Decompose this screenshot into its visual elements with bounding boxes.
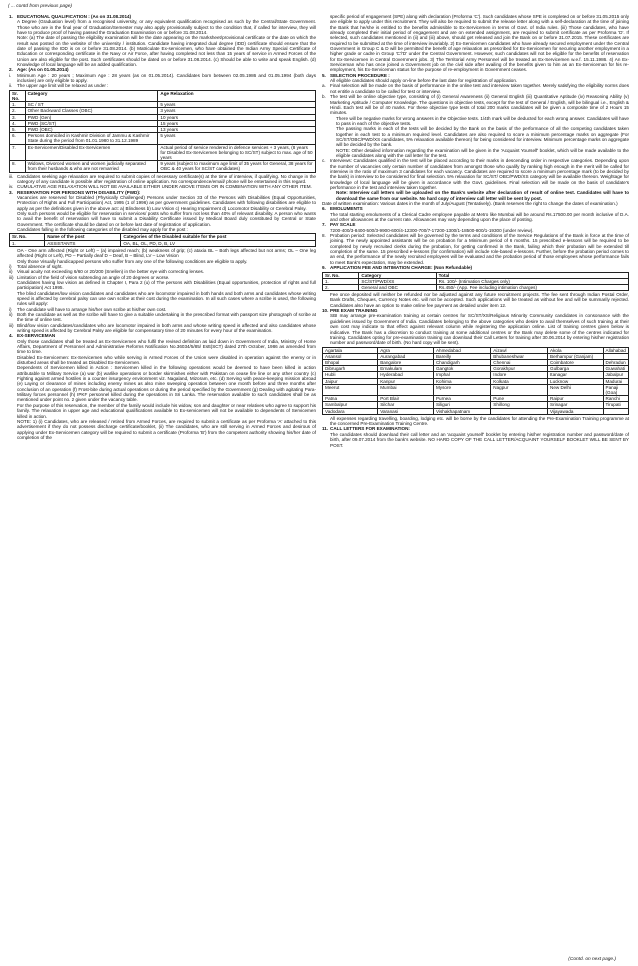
table-cell: General and OBC xyxy=(359,284,436,290)
paragraph: Fee once deposited will neither be refunded nor be adjusted against any future recruitment projects. The fee sent through Indian Postal Order, Bank Drafts, Cheques, Currency Notes etc. will not be accepted. Such applications will be treated as without fee and will be summarily rejected. Candidates also have an option to make online fee payment as detailed under item 12. xyxy=(330,292,629,308)
table-cell: Lucknow xyxy=(548,378,604,384)
item-number: 3. xyxy=(9,189,13,195)
table-cell: Rs. 100/- (Intimation Charges only) xyxy=(436,278,628,284)
item-number: 9. xyxy=(322,265,326,271)
pwd-table xyxy=(9,233,316,246)
item-number: iv. xyxy=(9,184,14,190)
age-table xyxy=(9,90,316,173)
item-text: The candidate will have to arrange his/her own scribe at his/her own cost. xyxy=(17,306,167,312)
table-cell: SC / ST xyxy=(25,102,158,108)
paragraph: NOTE: 1) (i) Candidates, who are released / retired from Armed Forces, are required to submit a certificate as per Proforma 'A' attached to this advertisement if they do not possess discharge certificate/booklet, (ii) The candidates, who are still serving in Armed Forces and desirous of applying under Ex-Servicemen category will be required to submit a certificate (Proforma 'B') from the competent authority showing his/her date of completion of the xyxy=(17,418,316,440)
item-text: PAY SCALE xyxy=(330,222,356,228)
list-item xyxy=(9,312,316,323)
item-text: The test will be online objective type, consisting of (i) General Awareness (ii) General English (iii) Quantitative Aptitude (iv) Reasoning Ability (v) Marketing Aptitude / Computer Knowledge. The questions in objective tests, except for the test of General / English, will be bilingual i.e., English & Hindi. Each test will be of 40 marks. For these objective type tests of total 200 marks candidates will be given a composite time of 2 Hours 15 minutes. xyxy=(330,94,629,116)
table-header-cell: Category xyxy=(359,272,436,278)
table-cell: Aurangabad xyxy=(378,353,434,359)
table-cell: 10 years xyxy=(158,114,316,120)
table-cell: Allahabad xyxy=(603,347,628,353)
item-number: 7. xyxy=(322,222,326,228)
table-cell: Chennai xyxy=(491,359,548,365)
item-text: APPLICATION FEE AND INTIMATION CHARGE: (Non Refundable) xyxy=(330,265,473,271)
paragraph: Only those Visually handicapped persons who suffer from any one of the following conditions are eligible to apply. xyxy=(17,258,248,264)
item-number: 2. xyxy=(9,67,13,73)
table-cell: 6. xyxy=(10,133,26,144)
list-item xyxy=(9,83,316,88)
paragraph: Vacancies are reserved for Disabled (Physically Challenged) Persons under Section 33 of the Persons with Disabilities (Equal Opportunities, Protection of Rights and Full Participation) Act, 1995 (1 of 1996) as per government guidelines. Candidates with following disabilities are eligible to apply as per the definitions given in the above act: a) Blindness b) Low Vision c) Hearing Impairment d) Locomotor Disability or Cerebral Palsy. xyxy=(17,195,316,211)
table-cell: 2. xyxy=(10,108,26,114)
table-cell: Bhopal xyxy=(323,359,378,365)
item-text: SELECTION PROCEDURE : xyxy=(330,72,390,78)
item-number: 10. xyxy=(322,308,329,314)
item-text: EX-SERVICEMAN xyxy=(17,333,56,339)
table-cell: Kolkata xyxy=(491,378,548,384)
table-cell: 3 years xyxy=(158,108,316,114)
table-cell: Varanasi xyxy=(378,408,434,414)
paragraph: For the purpose of this reservation, the member of the family would include his widow, son and daughter or near relatives who agree to support his family. The relaxation in upper age and educational qualifications available to Ex-servicemen will not be available to dependents of Servicemen killed in action. xyxy=(17,402,316,419)
table-cell: OA, BL, OL, PD, D, B, LV xyxy=(121,240,316,246)
fee-table xyxy=(322,272,629,292)
table-cell: PWD (OBC) xyxy=(25,127,158,133)
list-item xyxy=(9,174,316,185)
table-cell: Hyderabad xyxy=(378,372,434,378)
table-cell: Vadodara xyxy=(323,408,378,414)
table-cell: Mysore xyxy=(433,384,490,395)
table-cell: PWD (Gen) xyxy=(25,114,158,120)
item-text: EDUCATIONAL QUALIFICATION : (As on 31.08.2014) xyxy=(17,14,132,19)
item-number: i) xyxy=(9,306,12,312)
paragraph: Date of written examination: Various dates in the month of July/August (Tentatively). (Bank reserves the right to change the dates of examination.) xyxy=(322,201,618,207)
table-cell: 7. xyxy=(10,144,26,161)
item-number: iii) xyxy=(9,322,14,328)
table-cell: Ranchi xyxy=(603,396,628,402)
table-cell: Srinagar xyxy=(548,402,604,408)
table-cell: Indore xyxy=(491,372,548,378)
paragraph: Note: Interview call letters will be uploaded on the Bank's website after declaration of result of online test. Candidates will have to download the same from our website. No hard copy of interview call letter will be sent by post. xyxy=(336,190,629,201)
table-cell: 8. xyxy=(10,161,26,172)
continued-note: ( ... contd from previous page) xyxy=(8,4,72,9)
table-cell: Gulbarga xyxy=(548,366,604,372)
table-cell: Kanpur xyxy=(378,378,434,384)
table-cell: Gangtok xyxy=(433,366,490,372)
table-row xyxy=(10,144,316,161)
item-number: 6. xyxy=(322,206,326,212)
item-text: RESERVATION FOR PERSONS WITH DISABILITY (PWD): xyxy=(17,189,141,195)
item-text: Final selection will be made on the basis of performance in the online test and interview taken together. Merely satisfying the eligibility norms does not entitle a candidate to be called for test or interview. xyxy=(330,83,629,94)
item-text: Candidates seeking age relaxation are required to submit copies of necessary certificate(s) at the time of interview, if qualifying. No change in the category of any candidate is possible after registration of online application. No correspondence/email/ phone will be entertained in this regard. xyxy=(17,173,316,184)
table-cell: PWD (SC/ST) xyxy=(25,120,158,126)
table-cell: Ernakulam xyxy=(378,366,434,372)
table-cell: Siliguri xyxy=(433,402,490,408)
table-cell: Shillong xyxy=(491,402,548,408)
table-cell: Panaji (Goa) xyxy=(603,384,628,395)
table-cell xyxy=(491,408,548,414)
item-number: a. xyxy=(322,83,326,89)
item-number: 11. xyxy=(322,426,329,432)
paragraph: Candidates having low vision as defined in Chapter I, Para 2 (u) of The persons with Disabilities (Equal opportunities, protection of rights and full participation) Act 1995. xyxy=(17,279,316,291)
table-cell: Vijayawada xyxy=(548,408,604,414)
table-cell: 15 years xyxy=(158,120,316,126)
paragraph: NOTE: Other detailed information regarding the examination will be given in the 'Acquaint Yourself' booklet, which will be made available to the eligible candidates along with the call letter for the test. xyxy=(336,147,629,158)
paragraph: The total starting emoluments of a Clerical Cadre employee payable at Metro like Mumbai will be around Rs.17500.00 per month inclusive of D.A. and other allowances at the current rate. Allowances may vary depending upon the place of posting. xyxy=(330,211,629,223)
table-row xyxy=(323,384,629,395)
table-cell: Dibrugarh xyxy=(323,366,378,372)
table-header-cell: Sr. No. xyxy=(10,90,26,101)
table-cell: 9 years (subject to maximum age limit of 35 years for General, 38 years for OBC & 40 years for SC/ST candidates) xyxy=(158,161,316,172)
paragraph: Disabled Ex-Servicemen: Ex-Servicemen who while serving in Armed Forces of the Union were disabled in operation against the enemy or in disturbed areas shall be treated as Disabled Ex-Servicemen. xyxy=(17,354,316,366)
paragraph: All eligible candidates should apply on-line before the last date for registration of application. xyxy=(330,78,518,84)
item-text: Interviews: Candidates qualified in the test will be placed according to their marks in descending order in respective categories. Depending upon the number of vacancies only certain number of candidates from amongst those who qualify by ranking high enough in the merit will be called for interview in the ratio of maximum 3 candidates for each vacancy. Candidates are required to score a minimum percentage mark (to be decided by the bank) in interview to be considered for final selection. 5% relaxation for SC/ST/ OBC/PWD/XS category will be available thereon. Weightage for knowledge of local language will be given in accordance with the Govt. guidelines. Final selection will be made on the basis of candidate's performance in the test and interview taken together. xyxy=(330,158,629,190)
paragraph: The candidates should download their call letter and an 'acquaint yourself' booklet by entering his/her registration number and password/date of birth, after 09.07.2014 from the bank's website. NO HARD COPY OF THE CALL LETTER/ACQUAINT YOURSELF BOOKLET WILL BE SENT BY POST. xyxy=(330,431,629,448)
table-cell: Jaipur xyxy=(323,378,378,384)
section-heading xyxy=(322,265,629,270)
item-number: ii. xyxy=(9,83,13,89)
table-cell: Actual period of service rendered in defence services + 3 years, (8 years for Disabled Ex-Servicemen belonging to SC/ST) subject to max. age of 50 years xyxy=(158,144,316,161)
item-number: i. xyxy=(9,72,12,78)
item-number: b. xyxy=(322,94,326,100)
table-cell: Other Backward Classes (OBC) xyxy=(25,108,158,114)
item-text: EMOLUMENTS xyxy=(330,206,363,212)
item-number: 5. xyxy=(322,72,326,78)
table-cell: Purnea xyxy=(433,396,490,402)
paragraph: A Degree (Graduation level) from a recognised university, or any equivalent qualification recognised as such by the Central/State Government. Those who are in the final year of Graduation/Semester may also apply provisionally subject to the condition that, if called for interview, they will have to produce proof of having passed the Graduation Examination on or before 31.08.2014. xyxy=(17,19,316,36)
item-number: iii) xyxy=(9,274,14,280)
table-cell: Agartala xyxy=(323,347,378,353)
table-row xyxy=(10,133,316,144)
section-heading xyxy=(9,333,316,338)
list-item xyxy=(322,233,629,265)
item-number: iii. xyxy=(9,173,14,179)
table-header-row xyxy=(10,90,316,101)
table-cell: Pune xyxy=(491,396,548,402)
item-number: 4. xyxy=(9,333,13,339)
table-cell: Madurai xyxy=(603,378,628,384)
table-cell: Guwahati xyxy=(603,366,628,372)
table-cell: Akola xyxy=(548,347,604,353)
table-cell: Patna xyxy=(323,396,378,402)
table-cell: Persons domiciled in Kashmir Division of Jammu & Kashmir State during the period from 01.01.1980 to 31.12.1989 xyxy=(25,133,158,144)
table-cell: Hubli xyxy=(323,372,378,378)
table-row xyxy=(10,161,316,172)
table-cell: 4. xyxy=(10,120,26,126)
list-item xyxy=(322,83,629,94)
item-number: c. xyxy=(322,158,326,164)
list-item xyxy=(322,94,629,115)
table-cell: 1. xyxy=(323,278,359,284)
table-header-cell: Total xyxy=(436,272,628,278)
paragraph: Only those candidates shall be treated as Ex-Servicemen who fulfil the revised definition as laid down in Government of India, Ministry of Home Affairs, Department of Personnel and Administrative Reforms Notification No.36034/5/85/ Estt(SCT) dated 27th October, 1986 as amended from time to time. xyxy=(17,338,316,355)
paragraph: OA - One arm affected (Right or Left) – (a) impaired reach; (b) weakness of grip; (c) ataxia BL – Both legs affected but not arms; OL – One leg affected (Right or Left), PD – Partially deaf D – Deaf, B – Blind, LV – Low Vision xyxy=(17,247,316,259)
table-cell: Vishakhapatnam xyxy=(433,408,490,414)
paragraph: There will be negative marks for wrong answers in the Objective tests. 1/4th mark will be deducted for each wrong answer. Candidates will have to pass in each of the objective tests. xyxy=(336,115,629,126)
table-cell: 5 years xyxy=(158,102,316,108)
paragraph: 7200-400/3-8400-500/3-9900-600/4-12300-700/7-17200-1300/1-18500-800/1-19300 (under review). xyxy=(330,227,534,233)
item-text: The upper age limit will be relaxed as under : xyxy=(17,83,109,89)
table-cell: 13 years xyxy=(158,127,316,133)
centres-table xyxy=(322,347,629,415)
paragraph: The passing marks in each of the tests will be decided by the Bank on the basis of the performance of all the competing candidates taken together in each test to a minimum required level. Candidates are also required to score a minimum percentage marks on aggregate (For SC/ST/OBC/PWD/XS candidates, 5% relaxation available thereon) for being considered for interview. Minimum percentage marks on aggregate will be decided by the bank. xyxy=(336,126,629,148)
table-cell: Agra xyxy=(378,347,434,353)
table-cell: 1. xyxy=(10,240,45,246)
item-text: Total absence of sight. xyxy=(17,263,63,269)
continued-on-next-note: (Contd. on next page.) xyxy=(568,956,616,962)
table-cell: 3. xyxy=(10,114,26,120)
item-text: PRE EXAM TRAINING xyxy=(330,308,378,314)
table-cell: Silchar xyxy=(378,402,434,408)
table-cell: Asansol xyxy=(323,353,378,359)
table-header-cell: Sr. No. xyxy=(10,234,45,240)
table-header-cell: Age Relaxation xyxy=(158,90,316,101)
item-number: 1. xyxy=(9,14,13,19)
table-cell: New Delhi xyxy=(548,384,604,395)
table-cell: 2. xyxy=(323,284,359,290)
table-cell: Meerut xyxy=(323,384,378,395)
item-text: CALL LETTERS FOR EXAMINATION: xyxy=(330,426,410,432)
table-cell: SC/ST/PWD/XS xyxy=(359,278,436,284)
table-cell: 1. xyxy=(10,102,26,108)
table-cell: Gorakhpur xyxy=(491,366,548,372)
table-cell xyxy=(603,408,628,414)
table-cell: Imphal xyxy=(433,372,490,378)
table-header-cell: Categories of the Disabled suitable for the post xyxy=(121,234,316,240)
table-cell: Sambalpur xyxy=(323,402,378,408)
table-row xyxy=(323,408,629,414)
table-row xyxy=(10,240,316,246)
paragraph: Dependents of Servicemen killed in Action : Servicemen killed in the following operations would be deemed to have been killed in action attributable to Military Service (a) war (b) warlike operations or border skirmishes either with Pakistan on cease fire line or any other country (c) Fighting against armed hostiles in a counter insurgency environment viz. Nagaland, Mizoram, etc. (d) Serving with peace-keeping mission abroad (e) Laying or clearance of mines including enemy mines as also mine sweeping operation between one month before and three months after conclusion of an operation (f) Frost-bite during actual operations or during the period specified by the Government (g) Dealing with agitating Para-Military forces personnel (h) IPKF personnel killed during the operations in Sri Lanka. The reservation available to such candidates shall be as mentioned under point no. 2 given under the vacancy table. xyxy=(17,365,316,403)
table-cell: Ex-Servicemen/Disabled Ex-Servicemen xyxy=(25,144,158,161)
table-cell: Tirupati xyxy=(603,402,628,408)
right-column xyxy=(322,14,629,448)
table-cell: Berhampur (Ganjam) xyxy=(548,353,604,359)
table-header-cell: Category xyxy=(25,90,158,101)
paragraph: Note: (a) The date of passing the eligibility examination will be the date appearing on the marksheet/provisional certificate or the date on which the result was posted on the website of the university / institution. Candidate having integrated dual degree (IDD) certificate should ensure that the date of passing the IDD is on or before 31.08.2014. (b) Matriculate Ex-servicemen, who have obtained the Indian Army Special Certificate of Education or corresponding certificate in the Navy or Air Force, after having completed not less than 15 years of service in Armed Forces of the Union are also eligible for the post. Such certificates should be dated on or before 31.08.2014. (c) Should be able to write and speak English. (d) Knowledge of local language will be an added qualification. xyxy=(17,35,316,68)
item-text: Visual acuity not exceeding 6/60 or 20/200 (Snellen) in the better eye with correcting lenses. xyxy=(17,269,205,275)
section-heading xyxy=(322,206,629,211)
paragraph: Only such persons would be eligible for reservation in services/ posts who suffer from not less than 40% of relevant disability. A person who wants to avail the benefit of reservation will have to submit a Disability Certificate issued by Medical Board duly constituted by Central or State Government. The certificate should be dated on or before last date of registration of application. xyxy=(17,211,316,227)
table-cell: Bareilly xyxy=(433,353,490,359)
table-cell: Itanagar xyxy=(548,372,604,378)
list-item xyxy=(322,158,629,190)
paragraph: specific period of engagement (SPE) along with declaration (Proforma 'C'). Such candidates whose SPE is completed on or before 31.05.2015 only are eligible to apply under this recruitment. They will also be required to submit the release letter along with a self-declaration at the time of joining the Bank that he/she is entitled to the benefits admissible to Ex-Servicemen in terms of Govt. of India rules. (iii) Those candidates, who have already completed their initial period of engagement and are on extended assignment, are required to submit certificate as per Proforma 'D'. If selected, such candidates mentioned in (ii) and (iii) above, should get released and join the Bank on or before 31.07.2015. These certificates are required to be submitted at the time of interview invariably. 2) Ex-Servicemen candidates who have already secured employment under the Central Government in Group C & D will be permitted the benefit of age relaxation as prescribed for Ex-Servicemen for securing another employment in a higher grade or cadre in Group 'C'/'D' under the Central Government. However, such candidates will not be eligible for the benefits of reservation for Ex-Servicemen in Central Government jobs. 3) The Territorial Army Personnel will be treated as Ex-Servicemen w.e.f. 15.11.1986. 4) An Ex-Serviceman who has once joined a Government job on the civil side after availing of the benefits given to him as an Ex-Serviceman for his re-employment, his Ex-Serviceman status for the purpose of re-employment in Government ceases. xyxy=(330,14,629,73)
item-number: 8. xyxy=(322,233,326,239)
item-text: Age: (As on 01.05.2014) xyxy=(17,67,69,73)
table-cell: 5 years xyxy=(158,133,316,144)
item-text: Probation period: Selected candidates will be governed by the terms and conditions of the Service Regulations of the Bank in force at the time of joining. The newly appointed assistants will be on probation for a Minimum period of 6 months. 15 prescribed e-lessons will be required to be completed by newly recruited clerks during the probation, for getting confirmed in the Bank, failing which their probation will be extended till completion of the same. 15 prescribed e-lessons (for confirmation) will include role-based e-lessons. Further, before the probation period comes to an end, the performance of the newly recruited employees will be evaluated and the probation period of those employees whose performance fails to meet Bank's expectation, may be extended. xyxy=(330,233,629,265)
table-cell: Chandigarh xyxy=(433,359,490,365)
table-cell: Port Blair xyxy=(378,396,434,402)
table-cell: Bhubaneshwar xyxy=(491,353,548,359)
table-header-cell: Sr. No. xyxy=(323,272,359,278)
table-header-cell: Name of the post xyxy=(45,234,121,240)
table-cell: Bangalore xyxy=(378,359,434,365)
list-item xyxy=(9,73,316,84)
table-cell: Dehradun xyxy=(603,359,628,365)
table-cell: Ahmedabad xyxy=(433,347,490,353)
table-row xyxy=(323,284,629,290)
table-cell: Jabalpur xyxy=(603,372,628,378)
paragraph: SBI may arrange pre-examination training at certain centres for SC/ST/XS/Religious Minority Community candidates in consonance with the guidelines issued by Government of India. Candidates belonging to the above categories who desire to avail themselves of such training at their own cost may indicate to that effect against relevant column while registering the application online. List of training centres given below is indicative. The Bank has a discretion to conduct training at some additional centres or the Bank may delete some of the centres indicated for training. Candidates opting for pre-examination training can download their Call Letters for training after 30.06.2014 by entering his/her registration number and password/date of birth. (No hard copy will be sent). xyxy=(330,313,629,346)
table-cell: Mumbai xyxy=(378,384,434,395)
table-cell: Raipur xyxy=(548,396,604,402)
list-item xyxy=(9,323,316,334)
paragraph: The blind candidates/low vision candidates and candidates who are locomotor impaired in both hands and both arms and candidates whose writing speed is affected by cerebral palsy can use own scribe at their cost during the examination. In all such cases where a scribe is used, the following rules will apply: xyxy=(17,290,316,307)
table-cell: ASSISTANTS xyxy=(45,240,121,246)
section-heading xyxy=(322,222,629,227)
table-cell: Widows, Divorced women and women judicially separated from their husbands & who are not remarried xyxy=(25,161,158,172)
item-text: Minimum Age : 20 years ; Maximum Age : 28 years (as on 01.05.2014). Candidates born between 02.05.1986 and 01.05.1994 (both days inclusive) are only eligible to apply. xyxy=(17,72,316,84)
paragraph: All expenses regarding travelling, boarding, lodging etc. will be borne by the candidates for attending the Pre-Examination Training programme at the concerned Pre-Examination Training Centre. xyxy=(330,415,629,427)
paragraph: Candidates falling in the following categories of the disabled may apply for the post : xyxy=(17,227,188,233)
table-cell: Nagpur xyxy=(491,384,548,395)
item-text: Blind/low vision candidates/candidates who are locomotor impaired in both arms and whose writing speed is affected and also candidates whose writing speed is affected by Cerebral Palsy are eligible for compensatory time of 20 minutes for every hour of the examination. xyxy=(17,322,316,333)
item-number: i) xyxy=(9,263,12,269)
left-column xyxy=(9,14,316,440)
item-number: ii) xyxy=(9,269,13,275)
table-cell: 5. xyxy=(10,127,26,133)
item-text: Limitation of the field of vision subtending an angle of 20 degrees or worse. xyxy=(17,274,170,280)
table-cell: Coimbatore xyxy=(548,359,604,365)
item-text: Both the candidate as well as the scribe will have to give a suitable undertaking in the prescribed format with passport size photograph of scribe at the time of online test. xyxy=(17,311,316,323)
table-cell: Kohima xyxy=(433,378,490,384)
item-text: CUMULATIVE AGE RELAXATION WILL NOT BE AVAILABLE EITHER UNDER ABOVE ITEMS OR IN COMBINATION WITH ANY OTHER ITEM. xyxy=(17,184,312,190)
table-cell: Rs.450/- (App. Fee including intimation charges) xyxy=(436,284,628,290)
item-number: ii) xyxy=(9,311,13,317)
table-cell: Aizawl xyxy=(491,347,548,353)
